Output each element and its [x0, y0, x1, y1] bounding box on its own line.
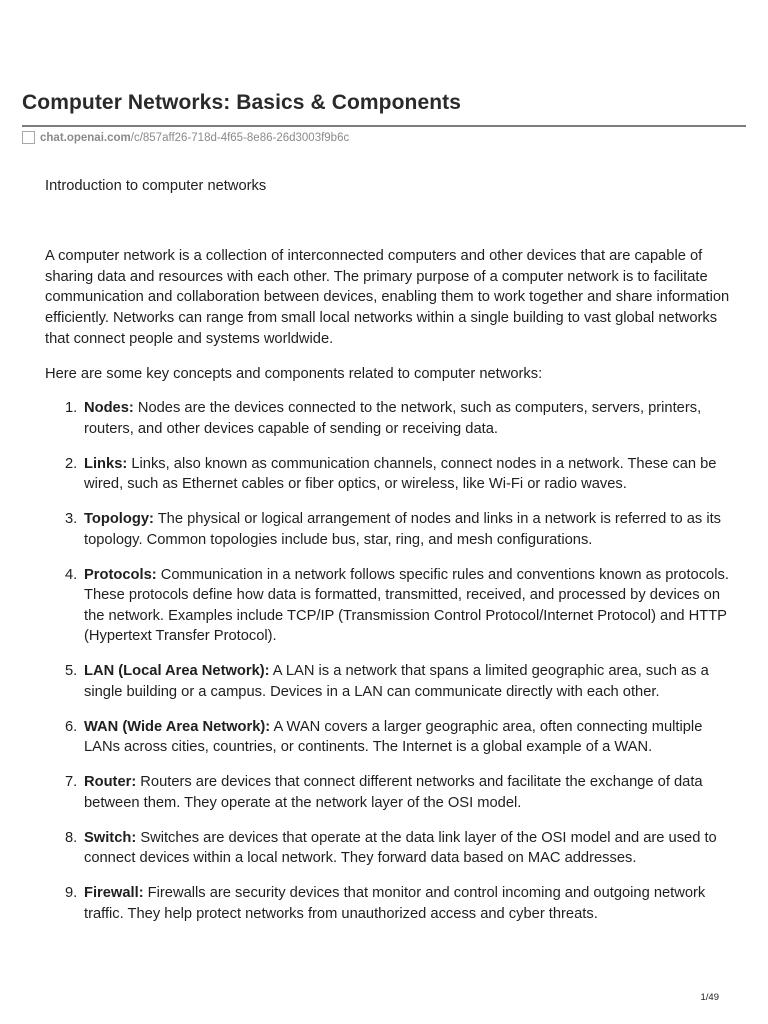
list-item	[45, 565, 735, 647]
list-item	[45, 717, 735, 758]
list-item	[45, 398, 735, 439]
list-term: Links:	[84, 455, 128, 472]
list-term: Firewall:	[84, 885, 144, 901]
list-text: The physical or logical arrangement of nodes and links in a network is referred to as its topology. Common topologies include bus, star, ring, and mesh configurations.	[84, 511, 722, 548]
list-text: A LAN is a network that spans a limited geographic area, such as a single building or a campus. Devices in a LAN can communicate directly with each other.	[84, 663, 709, 700]
list-item	[45, 661, 735, 702]
list-number: 3.	[65, 511, 78, 527]
list-number: 4.	[65, 566, 78, 583]
list-term: LAN (Local Area Network):	[84, 663, 270, 679]
list-term: WAN (Wide Area Network):	[84, 718, 271, 735]
source-url[interactable]	[22, 131, 349, 144]
page-number: 1/49	[700, 992, 719, 1003]
page-title: Computer Networks: Basics & Components	[22, 91, 462, 114]
list-text: Communication in a network follows specific rules and conventions known as protocols. These protocols define how data is formatted, transmitted, received, and processed by devices on the network. Examples include TCP/IP (Transmission Control Protocol/Internet Protocol) and HTTP (Hypertext Transfer Protocol).	[84, 566, 729, 644]
list-text: Switches are devices that operate at the data link layer of the OSI model and are used to connect devices within a local network. They forward data based on MAC addresses.	[84, 829, 717, 866]
list-number: 8.	[65, 829, 78, 846]
list-number: 7.	[65, 774, 78, 790]
lead-in-paragraph: Here are some key concepts and components related to computer networks:	[45, 366, 543, 382]
list-number: 9.	[65, 885, 78, 901]
list-number: 2.	[65, 455, 78, 472]
list-item	[45, 509, 735, 550]
list-term: Protocols:	[84, 566, 157, 583]
list-item	[45, 828, 735, 869]
list-number: 1.	[65, 400, 78, 416]
list-term: Nodes:	[84, 400, 134, 416]
favicon-icon	[22, 131, 35, 144]
list-number: 5.	[65, 663, 78, 679]
title-divider	[22, 125, 746, 127]
list-text: A WAN covers a larger geographic area, often connecting multiple LANs across cities, countries, or continents. The Internet is a global example of a WAN.	[84, 718, 703, 755]
list-item	[45, 883, 735, 924]
source-path[interactable]: /c/857aff26-718d-4f65-8e86-26d3003f9b6c	[130, 131, 350, 144]
list-text: Firewalls are security devices that monitor and control incoming and outgoing network traffic. They help protect networks from unauthorized access and cyber threats.	[84, 885, 706, 922]
list-term: Topology:	[84, 511, 154, 527]
list-term: Router:	[84, 774, 137, 790]
intro-heading: Introduction to computer networks	[45, 178, 267, 194]
list-text: Nodes are the devices connected to the network, such as computers, servers, printers, routers, and other devices capable of sending or receiving data.	[84, 400, 702, 437]
key-concepts-list	[45, 398, 735, 939]
source-domain[interactable]: chat.openai.com	[40, 131, 131, 144]
list-item	[45, 772, 735, 813]
list-item	[45, 454, 735, 495]
list-text: Links, also known as communication channels, connect nodes in a network. These can be wired, such as Ethernet cables or fiber optics, or wireless, like Wi-Fi or radio waves.	[84, 455, 717, 492]
list-text: Routers are devices that connect different networks and facilitate the exchange of data between them. They operate at the network layer of the OSI model.	[84, 774, 703, 811]
list-number: 6.	[65, 718, 78, 735]
list-term: Switch:	[84, 829, 137, 846]
intro-paragraph: A computer network is a collection of interconnected computers and other devices that are capable of sharing data and resources with each other. The primary purpose of a computer network is to facilitate communication and collaboration between devices, enabling them to work together and share information efficiently. Networks can range from small local networks within a single building to vast global networks that connect people and systems worldwide.	[45, 248, 730, 347]
